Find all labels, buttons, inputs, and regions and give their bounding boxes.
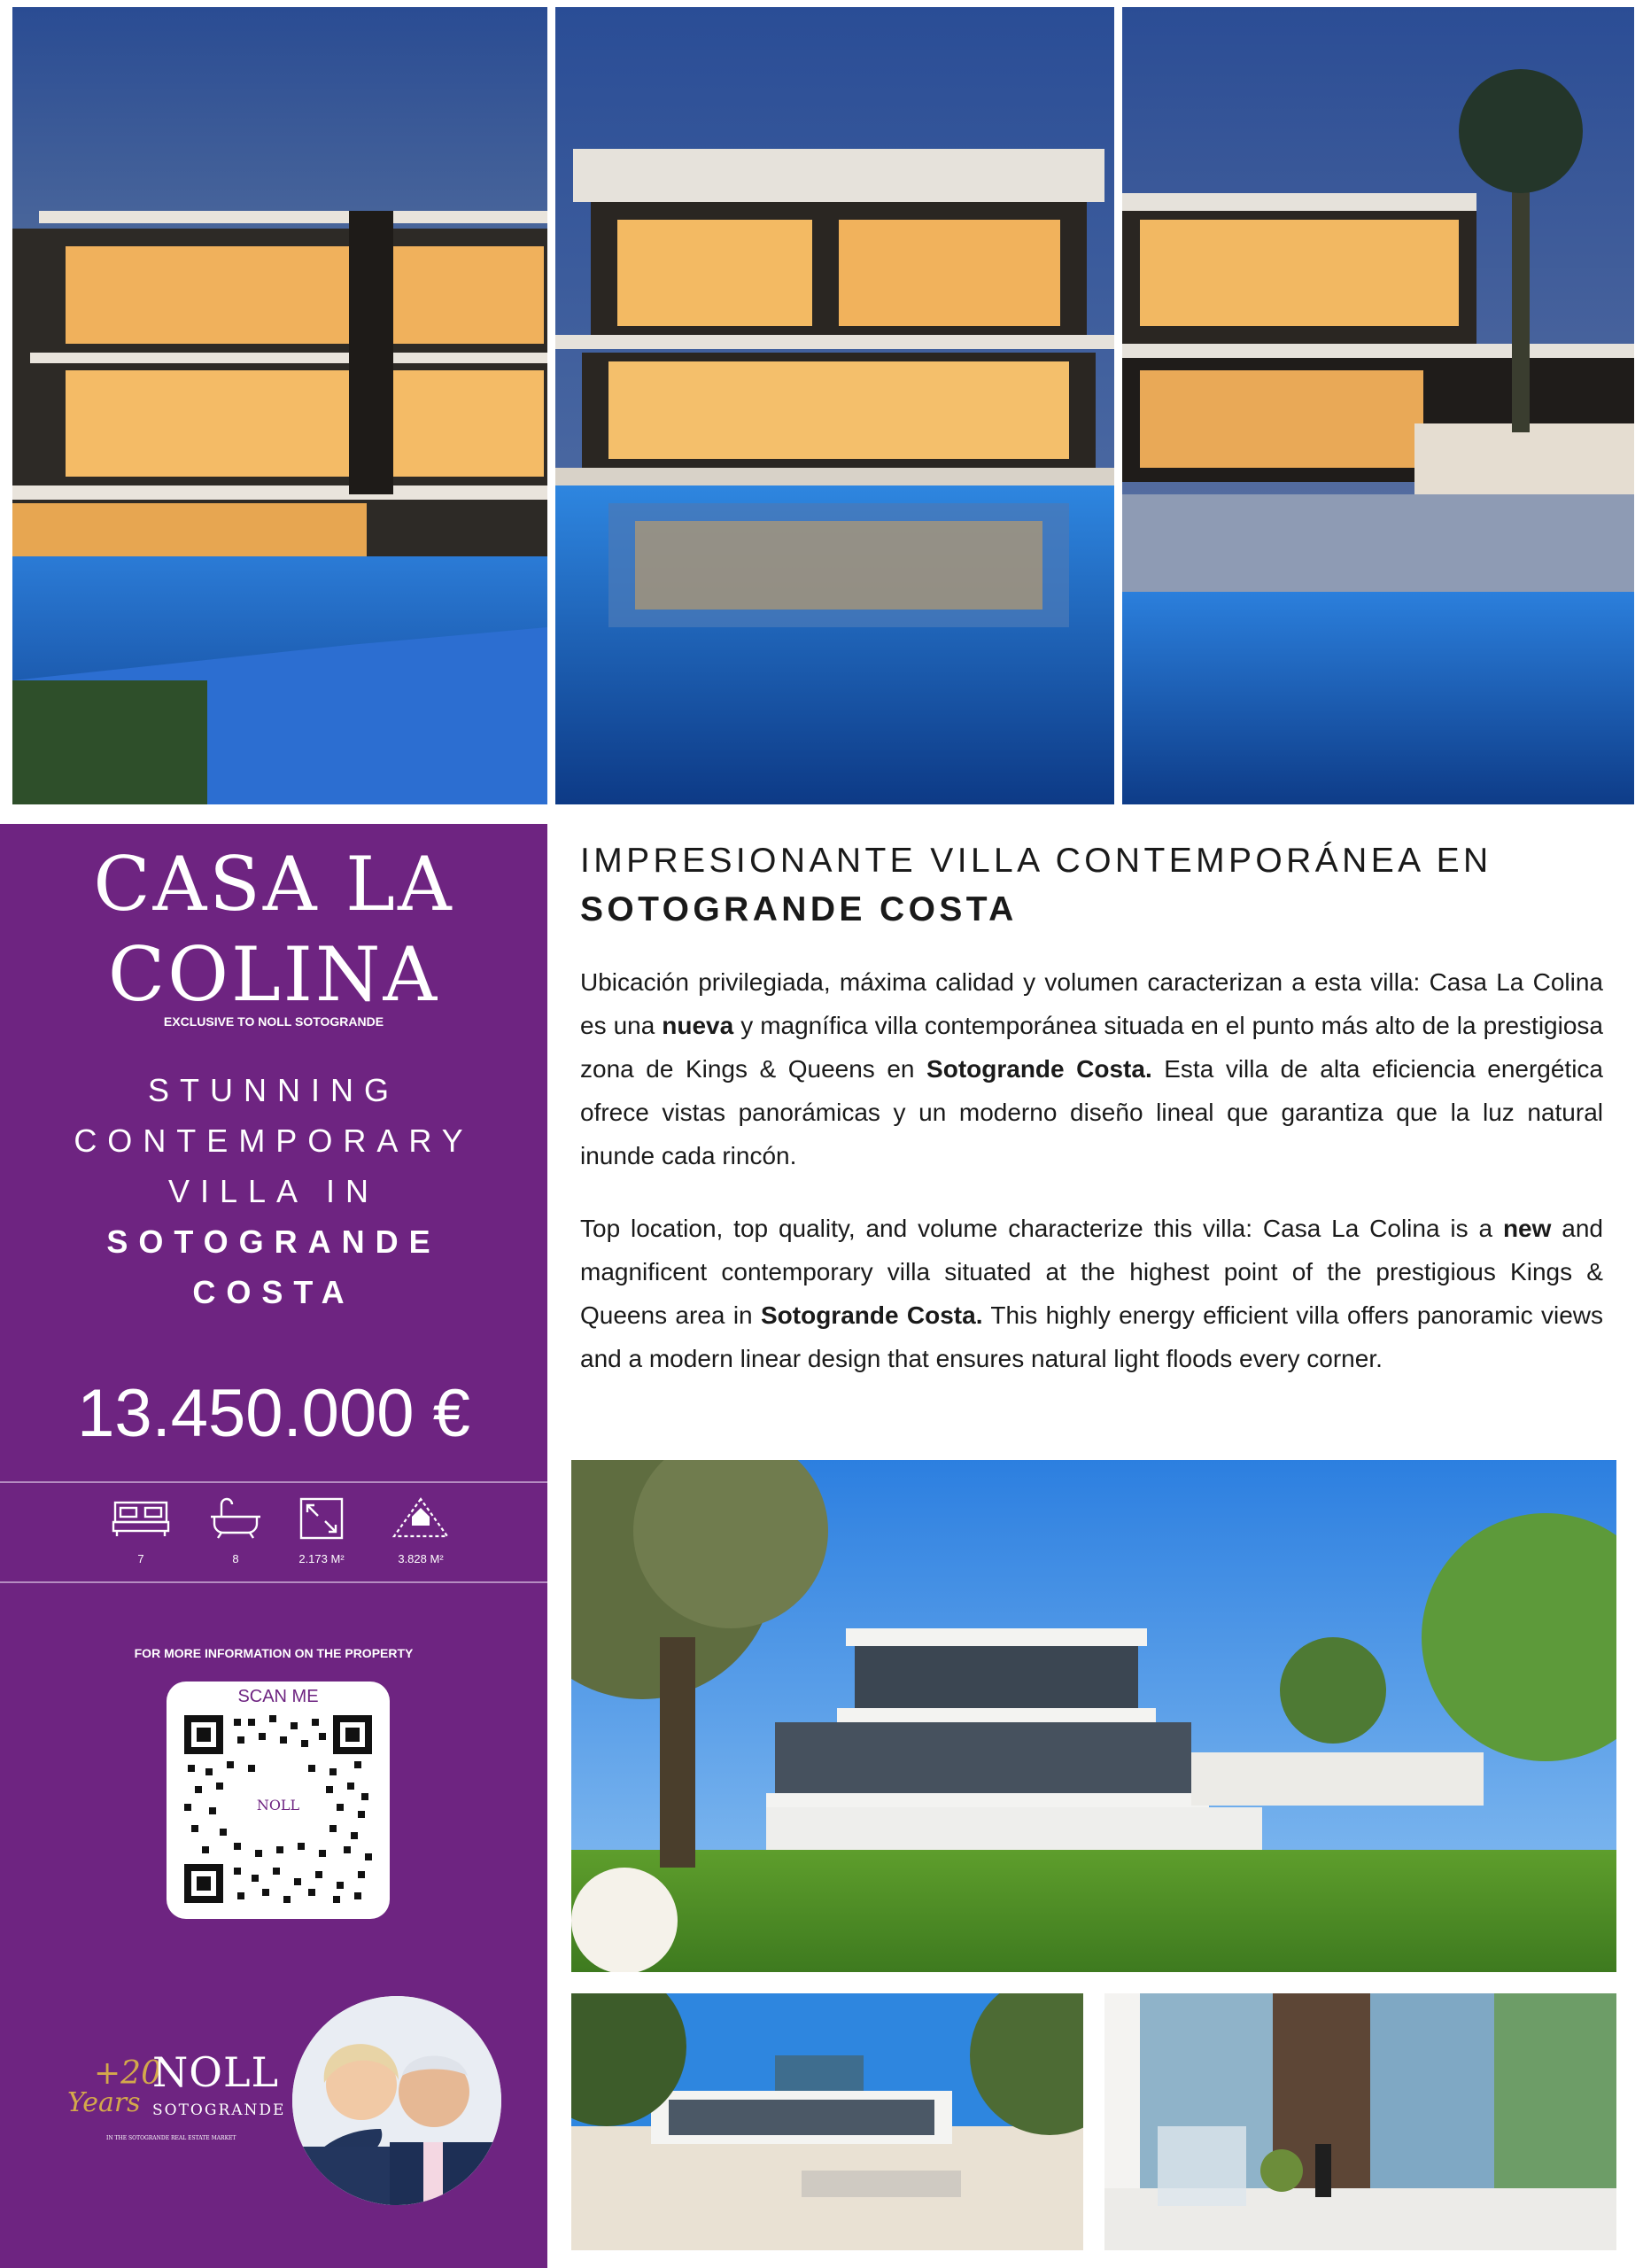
driveway-photo xyxy=(571,1993,1083,2250)
subtitle-line-4: SOTOGRANDE xyxy=(106,1223,441,1260)
brand-tagline: IN THE SOTOGRANDE REAL ESTATE MARKET xyxy=(106,2135,236,2141)
hero-photo-right xyxy=(1122,7,1634,804)
stat-built-area-value: 2.173 M² xyxy=(298,1552,345,1565)
garden-photo xyxy=(571,1460,1616,1972)
subtitle-line-1: STUNNING xyxy=(148,1072,399,1108)
agents-photo xyxy=(292,1996,501,2205)
plot-icon xyxy=(391,1497,451,1540)
years-badge xyxy=(67,2055,161,2126)
subtitle-line-5: COSTA xyxy=(192,1274,355,1310)
property-name-line1: CASA LA xyxy=(93,841,454,928)
area-icon xyxy=(298,1497,345,1540)
heading-line-1: IMPRESIONANTE VILLA CONTEMPORÁNEA EN xyxy=(580,842,1492,880)
interior-photo xyxy=(1104,1993,1616,2250)
years-plus: +20 xyxy=(94,2055,161,2092)
more-info-label: FOR MORE INFORMATION ON THE PROPERTY xyxy=(134,1646,414,1660)
qr-center-logo: NOLL xyxy=(256,1797,300,1814)
description-spanish: Ubicación privilegiada, máxima calidad y volumen caracterizan a esta villa: Casa La Colina es una nueva y magnífica villa contemporánea situada en el punto más alto de la prestigiosa zona de Kings & Queens en Sotogrande Costa. Esta villa de alta eficiencia energética ofrece vistas panorámicas y un moderno diseño lineal que garantiza que la luz natural inunde cada rincón. xyxy=(580,968,1603,1169)
qr-card[interactable] xyxy=(167,1682,390,1919)
stat-bathrooms xyxy=(187,1497,284,1565)
years-word: Years xyxy=(67,2087,141,2118)
hero-photo-left xyxy=(12,7,547,804)
scan-me-label: SCAN ME xyxy=(237,1687,319,1706)
bathtub-icon xyxy=(209,1497,262,1540)
stat-bathrooms-value: 8 xyxy=(232,1552,239,1565)
stat-bedrooms xyxy=(92,1497,190,1565)
brand-name: NOLL xyxy=(152,2048,280,2096)
subtitle-line-2: CONTEMPORARY xyxy=(74,1122,474,1159)
hero-photo-center xyxy=(555,7,1114,804)
bed-icon xyxy=(112,1497,170,1540)
stat-bedrooms-value: 7 xyxy=(137,1552,144,1565)
exclusive-label: EXCLUSIVE TO NOLL SOTOGRANDE xyxy=(163,1014,384,1029)
property-price: 13.450.000 € xyxy=(77,1376,470,1451)
stat-built-area xyxy=(273,1497,370,1565)
subtitle-line-3: VILLA IN xyxy=(167,1173,380,1209)
stat-plot-area-value: 3.828 M² xyxy=(398,1552,444,1565)
sidebar-divider-bottom xyxy=(0,1581,547,1583)
heading-line-2: SOTOGRANDE COSTA xyxy=(580,890,1018,928)
stat-plot-area xyxy=(372,1497,469,1565)
sidebar-divider-top xyxy=(0,1481,547,1483)
description-english: Top location, top quality, and volume characterize this villa: Casa La Colina is a new and magnificent contemporary villa situated at the highest point of the prestigious Kings & Queens area in Sotogrande Costa. This highly energy efficient villa offers panoramic views and a modern linear design that ensures natural light floods every corner. xyxy=(580,1215,1603,1372)
brand-sub: SOTOGRANDE xyxy=(152,2101,286,2119)
property-name-line2: COLINA xyxy=(107,931,440,1018)
